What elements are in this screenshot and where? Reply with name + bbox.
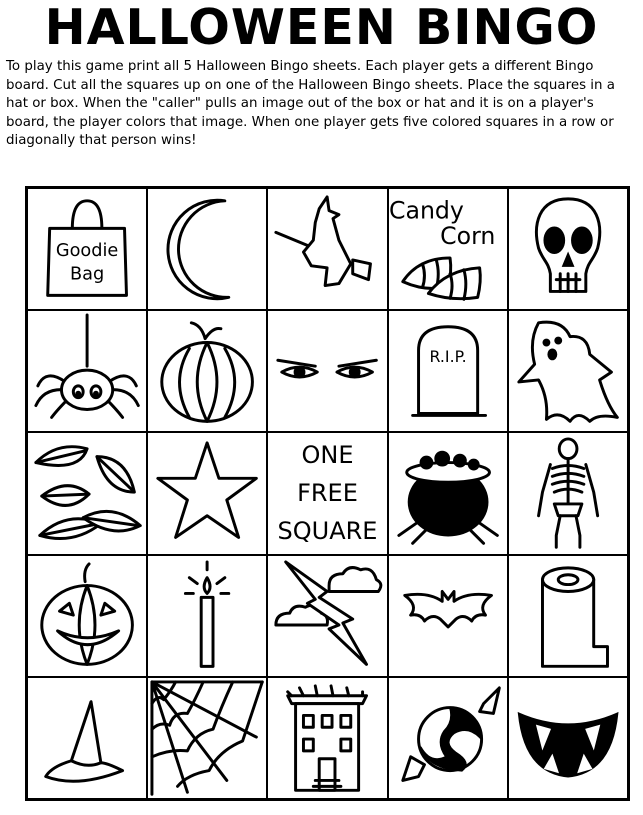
square-spider-web[interactable]: [147, 677, 267, 799]
square-witch-hat[interactable]: [27, 677, 147, 799]
square-candy-corn[interactable]: [388, 188, 508, 310]
witch-icon: [268, 189, 386, 309]
square-fangs[interactable]: [508, 677, 628, 799]
square-candle[interactable]: [147, 555, 267, 677]
toilet-paper-icon: [509, 556, 627, 676]
square-candy[interactable]: [388, 677, 508, 799]
square-skeleton[interactable]: [508, 432, 628, 554]
candle-icon: [148, 556, 266, 676]
square-witch[interactable]: [267, 188, 387, 310]
witch-hat-icon: [28, 678, 146, 798]
goodie-bag-icon: [28, 189, 146, 309]
moon-icon: [148, 189, 266, 309]
square-leaves[interactable]: [27, 432, 147, 554]
eyes-icon: [268, 311, 386, 431]
tombstone-label: R.I.P.: [429, 347, 467, 367]
leaves-icon: [28, 433, 146, 553]
free-square-line-3: SQUARE: [277, 517, 378, 546]
cauldron-icon: [389, 433, 507, 553]
page-title: HALLOWEEN BINGO: [44, 0, 599, 56]
square-skull[interactable]: [508, 188, 628, 310]
candy-corn-icon: [389, 189, 507, 309]
goodie-bag-label-1: Goodie: [55, 240, 119, 261]
star-icon: [148, 433, 266, 553]
square-free[interactable]: [267, 432, 387, 554]
skeleton-icon: [509, 433, 627, 553]
square-spider[interactable]: [27, 310, 147, 432]
square-moon[interactable]: [147, 188, 267, 310]
haunted-house-icon: [268, 678, 386, 798]
pumpkin-icon: [148, 311, 266, 431]
free-square-line-2: FREE: [297, 479, 358, 508]
tombstone-icon: [389, 311, 507, 431]
square-lightning[interactable]: [267, 555, 387, 677]
bingo-board: [25, 186, 630, 801]
square-jack-o-lantern[interactable]: [27, 555, 147, 677]
skull-icon: [509, 189, 627, 309]
spider-icon: [28, 311, 146, 431]
candy-corn-label-2: Corn: [439, 222, 496, 251]
candy-icon: [389, 678, 507, 798]
goodie-bag-label-2: Bag: [69, 264, 105, 285]
square-pumpkin[interactable]: [147, 310, 267, 432]
square-haunted-house[interactable]: [267, 677, 387, 799]
ghost-icon: [509, 311, 627, 431]
jack-o-lantern-icon: [28, 556, 146, 676]
square-star[interactable]: [147, 432, 267, 554]
bat-icon: [389, 556, 507, 676]
square-goodie-bag[interactable]: [27, 188, 147, 310]
lightning-icon: [268, 556, 386, 676]
candy-corn-label-1: Candy: [388, 196, 464, 225]
square-cauldron[interactable]: [388, 432, 508, 554]
square-eyes[interactable]: [267, 310, 387, 432]
instructions-text: To play this game print all 5 Halloween Bingo sheets. Each player gets a different Bingo board. Cut all the squares up on one of the Halloween Bingo sheets. Place the squares in a hat or box. When the "caller" pulls an image out of the box or hat and it is on a player's board, the player colors that image. When one player gets five colored squares in a row or diagonally that person wins!: [6, 59, 615, 149]
free-square-line-1: ONE: [301, 441, 354, 470]
square-tombstone[interactable]: [388, 310, 508, 432]
spider-web-icon: [148, 678, 266, 798]
square-ghost[interactable]: [508, 310, 628, 432]
square-toilet-paper[interactable]: [508, 555, 628, 677]
fangs-icon: [509, 678, 627, 798]
square-bat[interactable]: [388, 555, 508, 677]
